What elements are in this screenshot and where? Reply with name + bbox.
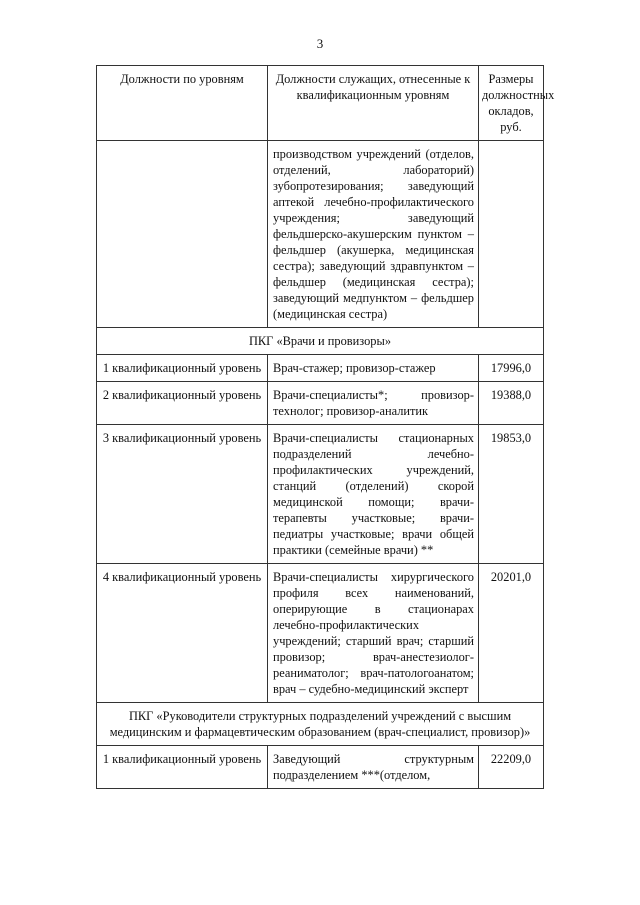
page-number: 3 bbox=[316, 36, 324, 51]
positions-cell: Врачи-специалисты*; провизор-технолог; провизор-аналитик bbox=[268, 382, 479, 425]
salary-cell: 19853,0 bbox=[479, 425, 544, 564]
salary-cell-empty bbox=[479, 141, 544, 328]
header-positions: Должности служащих, отнесенные к квалификационным уровням bbox=[268, 66, 479, 141]
table-row bbox=[97, 141, 544, 328]
level-cell: 1 квалификационный уровень bbox=[97, 355, 268, 382]
salary-cell: 22209,0 bbox=[479, 746, 544, 789]
positions-cell: Заведующий структурным подразделением ***(отделом, bbox=[268, 746, 479, 789]
positions-cell: Врач-стажер; провизор-стажер bbox=[268, 355, 479, 382]
positions-cell: Врачи-специалисты хирургического профиля всех наименований, оперирующие в стационарах лечебно-профилактических учреждений; старший врач; старший провизор; врач-анестезиолог-реаниматолог; врач-патологоанатом; врач – судебно-медицинский эксперт bbox=[268, 564, 479, 703]
level-cell-empty bbox=[97, 141, 268, 328]
table-row bbox=[97, 746, 544, 789]
group-title-heads: ПКГ «Руководители структурных подразделений учреждений с высшим медицинским и фармацевтическим образованием (врач-специалист, провизор)» bbox=[97, 703, 544, 746]
table-row bbox=[97, 425, 544, 564]
level-cell: 4 квалификационный уровень bbox=[97, 564, 268, 703]
positions-cell: Врачи-специалисты стационарных подразделений лечебно-профилактических учреждений, станций (отделений) скорой медицинской помощи; врачи-терапевты участковые; врачи-педиатры участковые; врачи общей практики (семейные врачи) ** bbox=[268, 425, 479, 564]
table-row bbox=[97, 355, 544, 382]
group-row bbox=[97, 703, 544, 746]
header-levels: Должности по уровням bbox=[97, 66, 268, 141]
table-row bbox=[97, 564, 544, 703]
group-title-doctors: ПКГ «Врачи и провизоры» bbox=[97, 328, 544, 355]
salary-table bbox=[96, 65, 555, 789]
salary-cell: 20201,0 bbox=[479, 564, 544, 703]
level-cell: 1 квалификационный уровень bbox=[97, 746, 268, 789]
salary-cell: 19388,0 bbox=[479, 382, 544, 425]
group-row bbox=[97, 328, 544, 355]
salary-cell: 17996,0 bbox=[479, 355, 544, 382]
level-cell: 3 квалификационный уровень bbox=[97, 425, 268, 564]
header-salary: Размеры должностных окладов, руб. bbox=[479, 66, 544, 141]
table-row bbox=[97, 382, 544, 425]
level-cell: 2 квалификационный уровень bbox=[97, 382, 268, 425]
continuation-positions: производством учреждений (отделов, отделений, лабораторий) зубопротезирования; заведующий аптекой лечебно-профилактического учреждения; заведующий фельдшерско-акушерским пунктом – фельдшер (акушерка, медицинская сестра); заведующий здравпунктом – фельдшер (медицинская сестра); заведующий медпунктом – фельдшер (медицинская сестра) bbox=[268, 141, 479, 328]
table-header-row bbox=[97, 66, 544, 141]
